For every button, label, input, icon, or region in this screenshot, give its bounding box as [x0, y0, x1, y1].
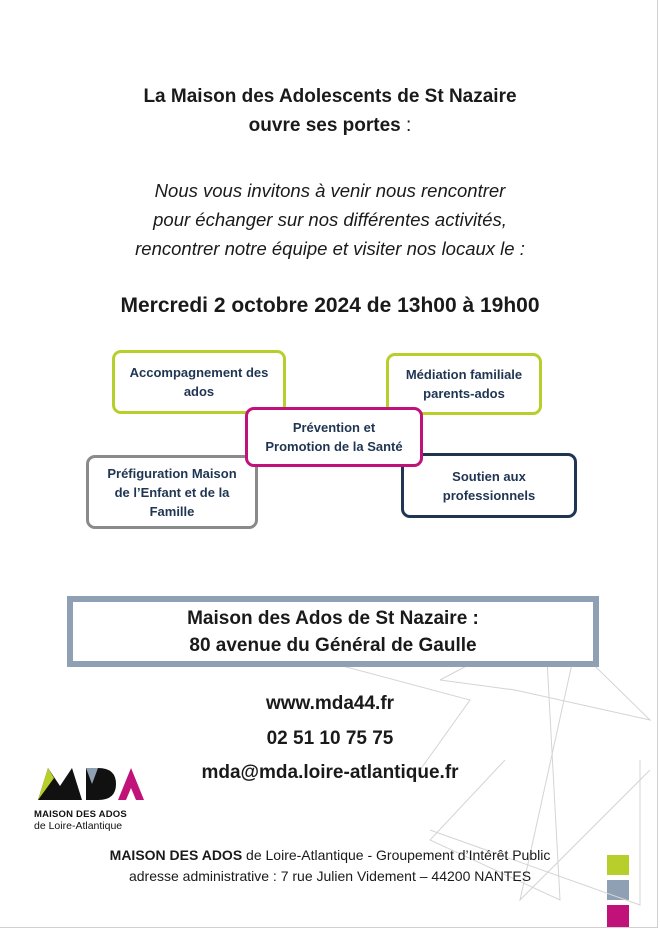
- activity-line: Famille: [149, 503, 195, 519]
- activity-line: Prévention et: [292, 420, 376, 435]
- logo-name: MAISON DES ADOS: [34, 809, 127, 820]
- footer-address: adresse administrative : 7 rue Julien Videment – 44200 NANTES: [128, 868, 532, 884]
- activity-line: Soutien aux: [452, 468, 526, 484]
- invitation-line-1: Nous vous invitons à venir nous rencontrer: [154, 180, 506, 201]
- invitation-line-3: rencontrer notre équipe et visiter nos locaux le :: [135, 238, 525, 259]
- footer-organisation: [0, 847, 660, 863]
- activity-line: Accompagnement des: [129, 365, 269, 380]
- event-date: Mercredi 2 octobre 2024 de 13h00 à 19h00: [120, 294, 540, 317]
- activity-line: Promotion de la Santé: [265, 439, 403, 454]
- location-line-2: 80 avenue du Général de Gaulle: [189, 634, 477, 656]
- invitation-line-2: pour échanger sur nos différentes activités,: [153, 209, 507, 230]
- website-link[interactable]: www.mda44.fr: [265, 693, 395, 714]
- phone-number[interactable]: 02 51 10 75 75: [266, 728, 394, 749]
- activity-line: Préfiguration Maison: [107, 465, 237, 481]
- title-line-1: La Maison des Adolescents de St Nazaire: [143, 86, 517, 107]
- location-line-1: Maison des Ados de St Nazaire :: [187, 607, 479, 629]
- activity-line: professionnels: [442, 487, 536, 503]
- activity-line: Médiation familiale: [405, 367, 523, 382]
- mda-logo-icon: [34, 764, 146, 802]
- activity-line: parents-ados: [423, 386, 505, 401]
- mda-logo: [34, 764, 154, 832]
- footer-org-bold: MAISON DES ADOS: [109, 847, 243, 863]
- footer-org-rest: de Loire-Atlantique - Groupement d’Intérêt Public: [242, 847, 551, 863]
- activity-line: ados: [183, 384, 215, 399]
- activity-line: de l’Enfant et de la: [114, 484, 230, 500]
- title-colon: :: [400, 115, 412, 136]
- title-line-2-text: ouvre ses portes: [248, 115, 401, 136]
- location-box: [67, 596, 599, 667]
- logo-region: de Loire-Atlantique: [34, 820, 123, 832]
- email-link[interactable]: mda@mda.loire-atlantique.fr: [201, 762, 459, 783]
